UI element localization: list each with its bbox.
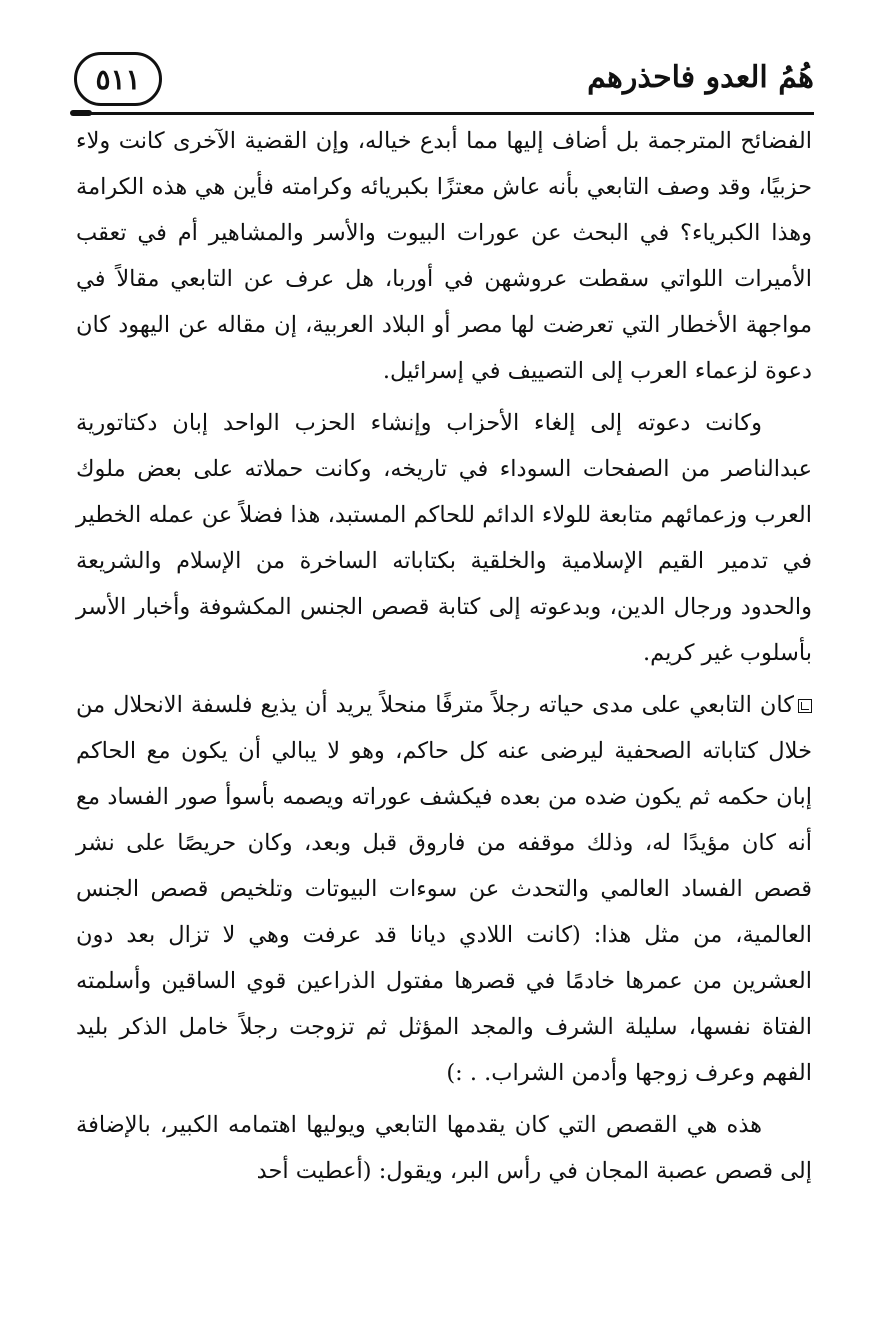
paragraph-4: هذه هي القصص التي كان يقدمها التابعي ويوليها اهتمامه الكبير، بالإضافة إلى قصص عصبة المجان في رأس البر، ويقول: (أعطيت أحد bbox=[76, 1112, 812, 1184]
page-number-text: ٥١١ bbox=[95, 62, 141, 96]
bullet-box-icon bbox=[798, 699, 812, 713]
page-header bbox=[74, 52, 814, 118]
body-text bbox=[76, 118, 812, 1200]
paragraph-2: وكانت دعوته إلى إلغاء الأحزاب وإنشاء الحزب الواحد إبان دكتاتورية عبدالناصر من الصفحات السوداء في تاريخه، وكانت حملاته على بعض ملوك العرب وزعمائهم متابعة للولاء الدائم للحاكم المستبد، هذا فضلاً عن عمله الخطير في تدمير القيم الإسلامية والخلقية بكتاباته الساخرة من الإسلام والشريعة والحدود ورجال الدين، وبدعوته إلى كتابة قصص الجنس المكشوفة وأخبار الأسر بأسلوب غير كريم. bbox=[76, 410, 812, 666]
paragraph-3-text: كان التابعي على مدى حياته رجلاً مترفًا منحلاً يريد أن يذيع فلسفة الانحلال من خلال كتاباته الصحفية ليرضى عنه كل حاكم، وهو لا يبالي أن يكون مع الحاكم إبان حكمه ثم يكون ضده من بعده فيكشف عوراته ويصمه بأسوأ صور الفساد مع أنه كان مؤيدًا له، وذلك موقفه من فاروق قبل وبعد، وكان حريصًا على نشر قصص الفساد العالمي والتحدث عن سوءات البيوتات وتلخيص قصص الجنس العالمية، من مثل هذا: (كانت اللادي ديانا قد عرفت وهي لا تزال بعد دون العشرين من عمرها خادمًا في قصرها مفتول الذراعين قوي الساقين وأسلمته الفتاة نفسها، سليلة الشرف والمجد المؤثل ثم تزوجت رجلاً خامل الذكر بليد الفهم وعرف زوجها وأدمن الشراب. . :) bbox=[76, 692, 812, 1086]
running-title: هُمُ العدو فاحذرهم bbox=[587, 60, 814, 95]
header-rule bbox=[74, 112, 814, 115]
page-number bbox=[74, 52, 162, 106]
paragraph-3 bbox=[76, 682, 812, 1096]
paragraph-1: الفضائح المترجمة بل أضاف إليها مما أبدع خياله، وإن القضية الآخرى كانت ولاء حزبيًا، وقد وصف التابعي بأنه عاش معتزًا بكبريائه وكرامته فأين هي هذه الكرامة وهذا الكبرياء؟ في البحث عن عورات البيوت والأسر والمشاهير أم في تعقب الأميرات اللواتي سقطت عروشهن في أوربا، هل عرف عن التابعي مقالاً في مواجهة الأخطار التي تعرضت لها مصر أو البلاد العربية، إن مقاله عن اليهود كان دعوة لزعماء العرب إلى التصييف في إسرائيل. bbox=[76, 128, 812, 384]
header-rule-ornament bbox=[70, 110, 92, 116]
